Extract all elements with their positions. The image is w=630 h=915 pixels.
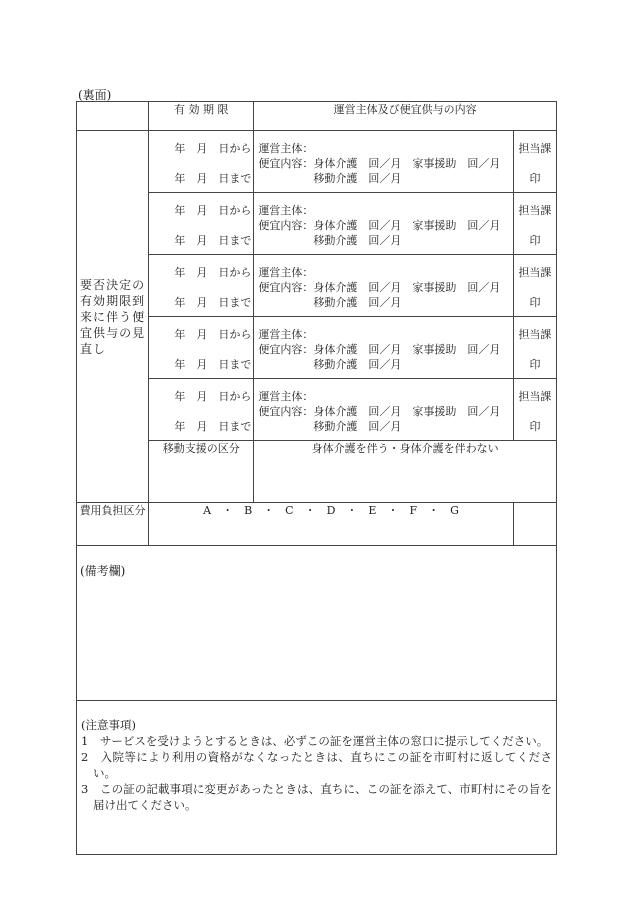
header-period: 有 効 期 限 [149,102,254,131]
notes-item: 2 入院等により利用の資格がなくなったときは、直ちにこの証を市町村に返してください。 [81,750,552,780]
movement-support-row [77,441,557,503]
page-side-label: (裏面) [78,88,112,102]
validity-period-cell[interactable] [149,379,254,441]
service-content-cell[interactable]: 運営主体： 便宜内容：身体介護 回／月 家事援助 回／月 移動介護 回／月 [254,379,514,441]
fee-row [77,503,557,546]
validity-period-cell[interactable] [149,193,254,255]
service-certificate-table [76,101,557,855]
seal-cell[interactable] [513,379,556,441]
period-from: 年 月 日から [174,390,252,403]
seal-mark: 印 [529,296,541,309]
seal-cell[interactable] [513,131,556,193]
seal-cell[interactable] [513,193,556,255]
period-from: 年 月 日から [174,328,252,341]
seal-department: 担当課 [518,266,552,279]
seal-department: 担当課 [518,142,552,155]
remarks-label: (備考欄) [80,564,126,578]
seal-cell[interactable] [513,255,556,317]
service-content-cell[interactable]: 運営主体： 便宜内容：身体介護 回／月 家事援助 回／月 移動介護 回／月 [254,255,514,317]
validity-period-cell[interactable] [149,317,254,379]
header-row [77,102,557,131]
seal-mark: 印 [529,172,541,185]
remarks-row [77,546,557,701]
review-row [77,255,557,317]
period-from: 年 月 日から [174,142,252,155]
notes-item: 1 サービスを受けようとするときは、必ずこの証を運営主体の窓口に提示してください。 [81,734,549,748]
seal-department: 担当課 [518,390,552,403]
notes-section [77,701,557,855]
seal-department: 担当課 [518,328,552,341]
period-to: 年 月 日まで [174,420,252,433]
period-from: 年 月 日から [174,204,252,217]
seal-department: 担当課 [518,204,552,217]
review-row [77,131,557,193]
period-to: 年 月 日まで [174,234,252,247]
service-content-cell[interactable]: 運営主体： 便宜内容：身体介護 回／月 家事援助 回／月 移動介護 回／月 [254,317,514,379]
review-row [77,317,557,379]
seal-mark: 印 [529,234,541,247]
movement-support-label: 移動支援の区分 [149,441,254,503]
header-content: 運営主体及び便宜供与の内容 [254,102,557,131]
review-row [77,193,557,255]
fee-blank-cell [513,503,556,546]
service-content-cell[interactable]: 運営主体： 便宜内容：身体介護 回／月 家事援助 回／月 移動介護 回／月 [254,131,514,193]
period-from: 年 月 日から [174,266,252,279]
seal-mark: 印 [529,358,541,371]
fee-category-options[interactable]: A ・ B ・ C ・ D ・ E ・ F ・ G [149,503,514,546]
seal-mark: 印 [529,420,541,433]
header-blank-cell [77,102,149,131]
notes-title: (注意事項) [81,718,136,732]
seal-cell[interactable] [513,317,556,379]
movement-support-options[interactable]: 身体介護を伴う・身体介護を伴わない [254,441,557,503]
period-to: 年 月 日まで [174,358,252,371]
remarks-field[interactable] [77,546,557,701]
fee-category-label: 費用負担区分 [77,503,149,546]
notes-row [77,701,557,855]
review-label: 要否決定の有効期限到来に伴う便宜供与の見直し [77,131,149,503]
validity-period-cell[interactable] [149,255,254,317]
service-content-cell[interactable]: 運営主体： 便宜内容：身体介護 回／月 家事援助 回／月 移動介護 回／月 [254,193,514,255]
period-to: 年 月 日まで [174,296,252,309]
notes-item: 3 この証の記載事項に変更があったときは、直ちに、この証を添えて、市町村にその旨を届け出てください。 [81,782,552,812]
validity-period-cell[interactable] [149,131,254,193]
review-row [77,379,557,441]
period-to: 年 月 日まで [174,172,252,185]
